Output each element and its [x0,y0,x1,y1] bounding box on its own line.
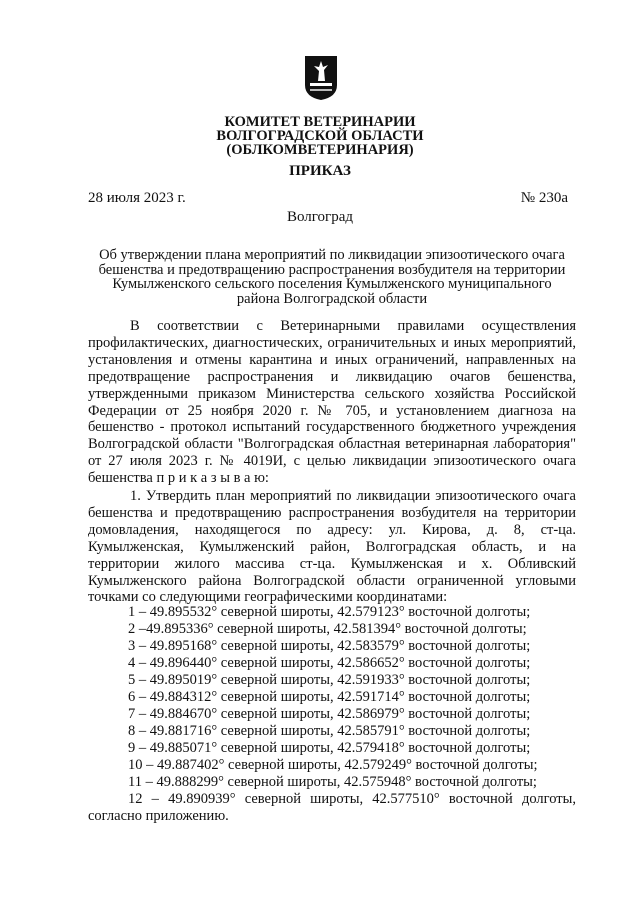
document-number: № 230а [520,190,568,206]
document-city: Волгоград [286,209,353,225]
org-name-line-2: ВОЛГОГРАДСКОЙ ОБЛАСТИ [216,128,424,144]
coordinate-line: 7 – 49.884670° северной широты, 42.586979° восточной долготы; [128,706,531,722]
subject-line: района Волгоградской области [236,290,428,307]
preamble-paragraph: В соответствии с Ветеринарными правилами осуществления профилактических, диагностических, ограничительных и иных мероприятий, установления и отмены карантина и иных ограничений, направленных на предотвращение распространения и ликвидацию очагов бешенства, утвержденными приказом Министерства сельского хозяйства Российской Федерации от 25 ноября 2020 г. № 705, и установлением диагноза на бешенство - протокол испытаний государственного бюджетного учреждения Волгоградской области "Волгоградская областная ветеринарная лаборатория" от 27 июля 2023 г. № 4019И, с целью ликвидации эпизоотического очага бешенства п р и к а з ы в а ю: [88,318,576,487]
org-name-line-3: (ОБЛКОМВЕТЕРИНАРИЯ) [226,142,414,158]
coordinate-line: 3 – 49.895168° северной широты, 42.583579° восточной долготы; [128,638,531,654]
document-date: 28 июля 2023 г. [88,190,186,206]
coordinate-line: 5 – 49.895019° северной широты, 42.591933° восточной долготы; [128,672,531,688]
coordinate-line: 4 – 49.896440° северной широты, 42.586652° восточной долготы; [128,655,531,671]
coordinate-line-last: 12 – 49.890939° северной широты, 42.577510° восточной долготы, согласно приложению. [88,791,576,824]
org-name-line-1: КОМИТЕТ ВЕТЕРИНАРИИ [224,114,416,130]
coordinate-line: 1 – 49.895532° северной широты, 42.579123° восточной долготы; [128,604,531,620]
document-subject [88,248,576,306]
subject-line: Кумылженского сельского поселения Кумылженского муниципального [112,276,552,292]
coordinate-line: 2 –49.895336° северной широты, 42.581394° восточной долготы; [128,621,527,637]
item-1-paragraph: 1. Утвердить план мероприятий по ликвидации эпизоотического очага бешенства и предотвращению распространения возбудителя на территории домовладения, находящегося по адресу: ул. Кирова, д. 8, ст-ца. Кумылженская, Кумылженский район, Волгоградская область, и на территории жилого массива ст-ца. Кумылженская и х. Обливский Кумылженского района Волгоградской области ограниченной угловыми точками со следующими географическими координатами: [88,488,576,606]
coordinate-line: 11 – 49.888299° северной широты, 42.575948° восточной долготы; [128,774,537,790]
subject-line: Об утверждении плана мероприятий по ликвидации эпизоотического очага [99,247,565,263]
subject-line: бешенства и предотвращению распространения возбудителя на территории [98,261,566,278]
coordinate-line: 9 – 49.885071° северной широты, 42.579418° восточной долготы; [128,740,531,756]
coordinate-line: 10 – 49.887402° северной широты, 42.579249° восточной долготы; [128,757,538,773]
coordinate-line: 8 – 49.881716° северной широты, 42.585791° восточной долготы; [128,723,531,739]
document-type: ПРИКАЗ [289,163,351,179]
coordinate-line: 6 – 49.884312° северной широты, 42.591714° восточной долготы; [128,689,531,705]
volgograd-emblem-icon [304,55,338,101]
